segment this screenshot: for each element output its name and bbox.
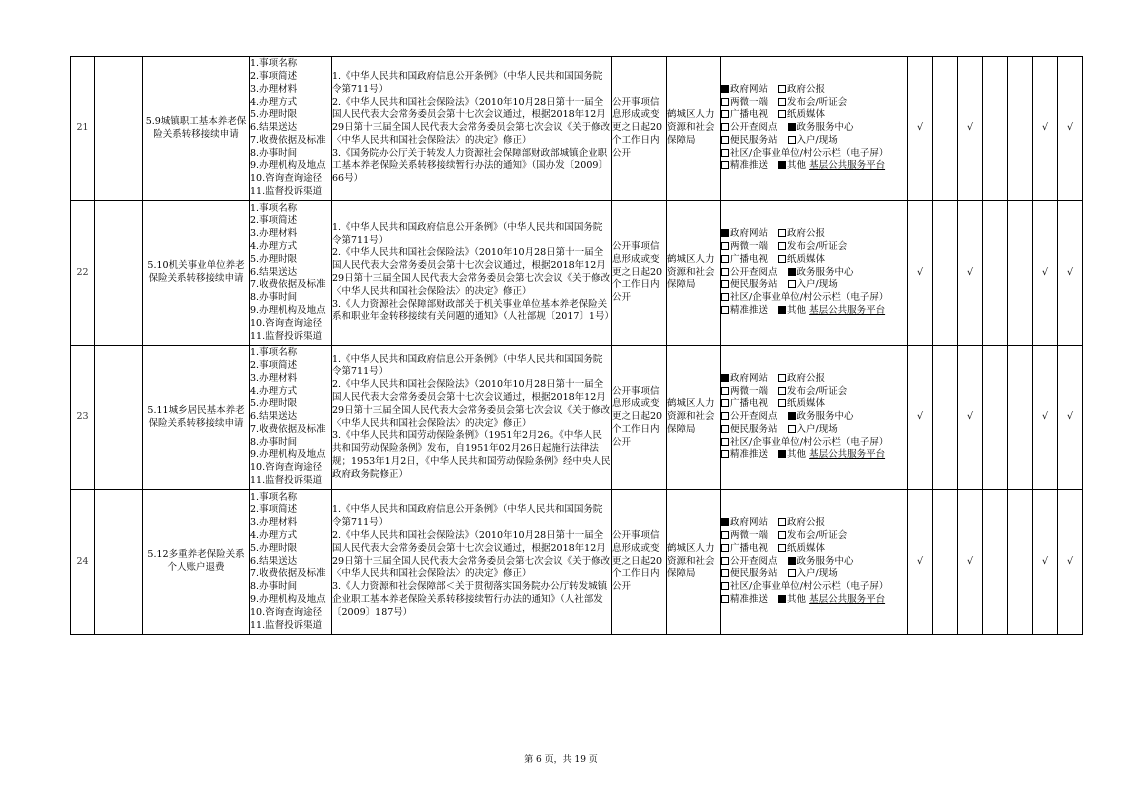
- element-item: 1.事项名称: [250, 58, 298, 70]
- channel-label: 广播电视: [730, 253, 769, 265]
- disclosure-time: 公开事项信息形成或变更之日起20个工作日内公开: [612, 201, 667, 346]
- channel-line: [721, 109, 907, 122]
- channel-line: [721, 530, 907, 543]
- element-item: 1.事项名称: [250, 347, 298, 359]
- channel-other-value: 基层公共服务平台: [809, 304, 886, 316]
- unchecked-box-icon: [788, 569, 796, 577]
- channel-label: 其他: [787, 160, 807, 172]
- basis-item: 1.《中华人民共和国政府信息公开条例》（中华人民共和国国务院令第711号）: [332, 221, 603, 246]
- channel-other-value: 基层公共服务平台: [809, 160, 886, 172]
- unchecked-box-icon: [778, 518, 786, 526]
- channel-label: 政务服务中心: [796, 555, 854, 567]
- channel-label: 两微一端: [730, 96, 769, 108]
- channel-label: 社区/企事业单位/村公示栏（电子屏）: [730, 581, 889, 593]
- check-cell: [983, 201, 1008, 346]
- channel-label: 社区/企事业单位/村公示栏（电子屏）: [730, 292, 889, 304]
- checked-box-icon: [778, 161, 786, 169]
- channel-line: [721, 135, 907, 148]
- element-item: 8.办事时间: [250, 292, 298, 304]
- unchecked-box-icon: [721, 280, 729, 288]
- check-cell: [933, 57, 958, 201]
- channel-label: 两微一端: [730, 530, 769, 541]
- channel-label: 政府公报: [787, 372, 826, 384]
- element-item: 4.办理方式: [250, 385, 298, 397]
- channel-line: [721, 386, 907, 399]
- checked-box-icon: [778, 450, 786, 458]
- unchecked-box-icon: [778, 110, 786, 118]
- checked-box-icon: [721, 518, 729, 526]
- element-item: 9.办理机构及地点: [250, 304, 326, 316]
- unchecked-box-icon: [721, 98, 729, 106]
- check-cell: √: [958, 346, 983, 490]
- channel-label: 政务服务中心: [796, 266, 854, 278]
- disclosure-body: 鹤城区人力资源和社会保障局: [667, 57, 721, 201]
- element-item: 3.办理材料: [250, 228, 298, 240]
- element-item: 9.办理机构及地点: [250, 160, 326, 172]
- check-cell: [1008, 346, 1033, 490]
- channel-label: 入户/现场: [796, 568, 838, 580]
- element-item: 9.办理机构及地点: [250, 449, 326, 461]
- table-row: [71, 490, 1083, 635]
- unchecked-box-icon: [721, 425, 729, 433]
- disclosure-basis: [332, 201, 612, 346]
- channel-label: 政府网站: [730, 83, 769, 95]
- channel-line: [721, 292, 907, 305]
- channel-label: 两微一端: [730, 385, 769, 397]
- unchecked-box-icon: [721, 306, 729, 314]
- channel-line: [721, 241, 907, 254]
- channel-line: [721, 581, 907, 594]
- item-name: 5.12多重养老保险关系个人账户退费: [143, 490, 250, 635]
- channel-label: 纸质媒体: [787, 542, 826, 554]
- check-cell: [1008, 57, 1033, 201]
- element-item: 7.收费依据及标准: [250, 134, 326, 146]
- element-item: 6.结果送达: [250, 122, 298, 134]
- channel-label: 精准推送: [730, 449, 769, 461]
- basis-item: 2.《中华人民共和国社会保险法》（2010年10月28日第十一届全国人民代表大会常务委员会第十七次会议通过，根据2018年12月29日第十三届全国人民代表大会常务委员会第七次会议《关于修改〈中华人民共和国社会保险法〉的决定》修正）: [332, 379, 611, 429]
- disclosure-channels: [721, 490, 908, 635]
- unchecked-box-icon: [721, 149, 729, 157]
- row-number: 22: [71, 201, 95, 346]
- disclosure-time: 公开事项信息形成或变更之日起20个工作日内公开: [612, 346, 667, 490]
- check-cell: [933, 346, 958, 490]
- unchecked-box-icon: [788, 425, 796, 433]
- item-name: 5.9城镇职工基本养老保险关系转移接续申请: [143, 57, 250, 201]
- page-footer: 第 6 页，共 19 页: [524, 755, 598, 765]
- channel-label: 发布会/听证会: [787, 385, 848, 397]
- channel-label: 入户/现场: [796, 423, 838, 435]
- channel-label: 两微一端: [730, 241, 769, 252]
- check-cell: √: [908, 490, 933, 635]
- channel-label: 公开查阅点: [730, 122, 778, 134]
- channel-label: 其他: [787, 449, 807, 461]
- element-item: 11.监督投诉渠道: [250, 619, 323, 631]
- element-item: 2.事项简述: [250, 504, 298, 516]
- disclosure-body: 鹤城区人力资源和社会保障局: [667, 201, 721, 346]
- channel-label: 广播电视: [730, 542, 769, 554]
- element-item: 4.办理方式: [250, 530, 298, 541]
- basis-item: 2.《中华人民共和国社会保险法》（2010年10月28日第十一届全国人民代表大会常务委员会第十七次会议通过，根据2018年12月29日第十三届全国人民代表大会常务委员会第七次会议《关于修改〈中华人民共和国社会保险法〉的决定》修正）: [332, 247, 611, 297]
- blank-cell: [95, 201, 143, 346]
- checked-box-icon: [721, 85, 729, 93]
- channel-other-value: 基层公共服务平台: [809, 593, 886, 605]
- channel-label: 入户/现场: [796, 279, 838, 291]
- checked-box-icon: [721, 374, 729, 382]
- channel-label: 政府网站: [730, 228, 769, 240]
- unchecked-box-icon: [788, 280, 796, 288]
- disclosure-basis: [332, 490, 612, 635]
- element-item: 4.办理方式: [250, 241, 298, 252]
- channel-label: 广播电视: [730, 109, 769, 121]
- check-cell: √: [1033, 490, 1058, 635]
- check-cell: [983, 490, 1008, 635]
- element-item: 3.办理材料: [250, 372, 298, 384]
- unchecked-box-icon: [721, 582, 729, 590]
- element-item: 10.咨询查询途径: [250, 173, 323, 185]
- check-cell: [1008, 490, 1033, 635]
- channel-line: [721, 556, 907, 569]
- element-item: 7.收费依据及标准: [250, 279, 326, 291]
- element-item: 9.办理机构及地点: [250, 593, 326, 605]
- element-item: 10.咨询查询途径: [250, 606, 323, 618]
- channel-label: 广播电视: [730, 398, 769, 410]
- channel-line: [721, 279, 907, 292]
- channel-line: [721, 97, 907, 110]
- checked-box-icon: [778, 595, 786, 603]
- channel-label: 纸质媒体: [787, 398, 826, 410]
- disclosure-channels: [721, 346, 908, 490]
- item-name: 5.10机关事业单位养老保险关系转移接续申请: [143, 201, 250, 346]
- element-item: 1.事项名称: [250, 491, 298, 503]
- channel-line: [721, 411, 907, 424]
- disclosure-body: 鹤城区人力资源和社会保障局: [667, 490, 721, 635]
- channel-line: [721, 160, 907, 173]
- channel-label: 政府公报: [787, 83, 826, 95]
- unchecked-box-icon: [721, 136, 729, 144]
- element-item: 2.事项简述: [250, 215, 298, 227]
- unchecked-box-icon: [721, 544, 729, 552]
- check-cell: [933, 490, 958, 635]
- unchecked-box-icon: [721, 399, 729, 407]
- check-cell: √: [908, 201, 933, 346]
- disclosure-time: 公开事项信息形成或变更之日起20个工作日内公开: [612, 490, 667, 635]
- check-cell: [983, 57, 1008, 201]
- item-name: 5.11城乡居民基本养老保险关系转移接续申请: [143, 346, 250, 490]
- channel-line: [721, 568, 907, 581]
- channel-label: 政府公报: [787, 517, 826, 529]
- check-cell: √: [1033, 57, 1058, 201]
- unchecked-box-icon: [721, 557, 729, 565]
- unchecked-box-icon: [778, 98, 786, 106]
- basis-item: 3.《中华人民共和国劳动保险条例》（1951年2月26。《中华人民共和国劳动保险条例》发布，自1951年02月26日起施行法律法规；1953年1月2日，《中华人民共和国劳动保险条例》经中央人民政府政务院修正）: [332, 430, 611, 480]
- channel-line: [721, 373, 907, 386]
- channel-line: [721, 84, 907, 97]
- check-cell: √: [1058, 201, 1083, 346]
- check-cell: √: [1058, 490, 1083, 635]
- disclosure-basis: [332, 57, 612, 201]
- channel-label: 入户/现场: [796, 134, 838, 146]
- channel-label: 便民服务站: [730, 568, 778, 580]
- unchecked-box-icon: [778, 374, 786, 382]
- channel-label: 发布会/听证会: [787, 96, 848, 108]
- element-item: 11.监督投诉渠道: [250, 475, 323, 487]
- element-item: 8.办事时间: [250, 581, 298, 593]
- check-cell: √: [1058, 346, 1083, 490]
- table-row: [71, 201, 1083, 346]
- check-cell: √: [1033, 201, 1058, 346]
- element-item: 3.办理材料: [250, 517, 298, 529]
- unchecked-box-icon: [721, 268, 729, 276]
- channel-line: [721, 594, 907, 607]
- check-cell: √: [1033, 346, 1058, 490]
- channel-label: 精准推送: [730, 160, 769, 172]
- channel-line: [721, 424, 907, 437]
- channel-label: 政府网站: [730, 517, 769, 529]
- channel-label: 政务服务中心: [796, 411, 854, 423]
- basis-item: 1.《中华人民共和国政府信息公开条例》（中华人民共和国国务院令第711号）: [332, 504, 603, 529]
- check-cell: √: [958, 201, 983, 346]
- element-item: 2.事项简述: [250, 70, 298, 82]
- unchecked-box-icon: [721, 123, 729, 131]
- unchecked-box-icon: [778, 531, 786, 539]
- unchecked-box-icon: [778, 387, 786, 395]
- channel-line: [721, 398, 907, 411]
- basis-item: 1.《中华人民共和国政府信息公开条例》（中华人民共和国国务院令第711号）: [332, 353, 603, 378]
- channel-line: [721, 254, 907, 267]
- row-number: 21: [71, 57, 95, 201]
- check-cell: [933, 201, 958, 346]
- channel-label: 纸质媒体: [787, 109, 826, 121]
- checked-box-icon: [788, 557, 796, 565]
- element-item: 4.办理方式: [250, 96, 298, 108]
- check-cell: [1008, 201, 1033, 346]
- channel-line: [721, 543, 907, 556]
- unchecked-box-icon: [721, 531, 729, 539]
- check-cell: √: [958, 57, 983, 201]
- disclosure-elements: [250, 346, 332, 490]
- element-item: 11.监督投诉渠道: [250, 186, 323, 198]
- channel-label: 便民服务站: [730, 279, 778, 291]
- channel-label: 发布会/听证会: [787, 241, 848, 252]
- disclosure-elements: [250, 201, 332, 346]
- disclosure-basis: [332, 346, 612, 490]
- row-number: 23: [71, 346, 95, 490]
- element-item: 3.办理材料: [250, 83, 298, 95]
- channel-label: 社区/企事业单位/村公示栏（电子屏）: [730, 147, 889, 159]
- channel-line: [721, 449, 907, 462]
- channel-label: 其他: [787, 593, 807, 605]
- disclosure-body: 鹤城区人力资源和社会保障局: [667, 346, 721, 490]
- element-item: 6.结果送达: [250, 555, 298, 567]
- unchecked-box-icon: [778, 399, 786, 407]
- unchecked-box-icon: [721, 450, 729, 458]
- element-item: 6.结果送达: [250, 266, 298, 278]
- element-item: 5.办理时限: [250, 253, 298, 265]
- basis-item: 3.《国务院办公厅关于转发人力资源社会保障部财政部城镇企业职工基本养老保险关系转移接续暂行办法的通知》（国办发〔2009〕66号）: [332, 147, 608, 185]
- channel-line: [721, 437, 907, 450]
- table-row: [71, 57, 1083, 201]
- unchecked-box-icon: [778, 242, 786, 250]
- unchecked-box-icon: [721, 569, 729, 577]
- basis-item: 1.《中华人民共和国政府信息公开条例》（中华人民共和国国务院令第711号）: [332, 70, 603, 95]
- channel-label: 政务服务中心: [796, 122, 854, 134]
- channel-other-value: 基层公共服务平台: [809, 449, 886, 461]
- channel-line: [721, 228, 907, 241]
- basis-item: 2.《中华人民共和国社会保险法》（2010年10月28日第十一届全国人民代表大会常务委员会第十七次会议通过，根据2018年12月29日第十三届全国人民代表大会常务委员会第七次会议《关于修改〈中华人民共和国社会保险法〉的决定》修正）: [332, 96, 611, 146]
- channel-label: 其他: [787, 304, 807, 316]
- element-item: 5.办理时限: [250, 398, 298, 410]
- check-cell: √: [1058, 57, 1083, 201]
- channel-label: 便民服务站: [730, 134, 778, 146]
- unchecked-box-icon: [721, 161, 729, 169]
- check-cell: √: [908, 346, 933, 490]
- disclosure-time: 公开事项信息形成或变更之日起20个工作日内公开: [612, 57, 667, 201]
- channel-line: [721, 305, 907, 318]
- check-cell: √: [908, 57, 933, 201]
- checked-box-icon: [788, 123, 796, 131]
- blank-cell: [95, 490, 143, 635]
- channel-label: 政府网站: [730, 372, 769, 384]
- unchecked-box-icon: [788, 136, 796, 144]
- table-row: [71, 346, 1083, 490]
- unchecked-box-icon: [721, 412, 729, 420]
- channel-label: 发布会/听证会: [787, 530, 848, 541]
- check-cell: [983, 346, 1008, 490]
- unchecked-box-icon: [778, 544, 786, 552]
- channel-line: [721, 267, 907, 280]
- element-item: 6.结果送达: [250, 411, 298, 423]
- unchecked-box-icon: [721, 242, 729, 250]
- element-item: 7.收费依据及标准: [250, 423, 326, 435]
- element-item: 10.咨询查询途径: [250, 317, 323, 329]
- blank-cell: [95, 346, 143, 490]
- basis-item: 3.《人力资源和社会保障部＜关于贯彻落实国务院办公厅转发城镇企业职工基本养老保险关系转移接续暂行办法的通知》（人社部发〔2009〕187号）: [332, 581, 608, 618]
- channel-label: 精准推送: [730, 593, 769, 605]
- unchecked-box-icon: [778, 255, 786, 263]
- channel-label: 便民服务站: [730, 423, 778, 435]
- channel-label: 公开查阅点: [730, 266, 778, 278]
- channel-label: 政府公报: [787, 228, 826, 240]
- element-item: 8.办事时间: [250, 147, 298, 159]
- element-item: 5.办理时限: [250, 109, 298, 121]
- unchecked-box-icon: [721, 595, 729, 603]
- check-cell: √: [958, 490, 983, 635]
- disclosure-elements: [250, 57, 332, 201]
- disclosure-table: [70, 56, 1083, 635]
- element-item: 7.收费依据及标准: [250, 568, 326, 580]
- channel-label: 社区/企事业单位/村公示栏（电子屏）: [730, 436, 889, 448]
- channel-label: 公开查阅点: [730, 411, 778, 423]
- element-item: 2.事项简述: [250, 359, 298, 371]
- checked-box-icon: [778, 306, 786, 314]
- element-item: 1.事项名称: [250, 202, 298, 214]
- channel-line: [721, 122, 907, 135]
- channel-line: [721, 148, 907, 161]
- checked-box-icon: [721, 229, 729, 237]
- row-number: 24: [71, 490, 95, 635]
- unchecked-box-icon: [721, 438, 729, 446]
- channel-line: [721, 517, 907, 530]
- unchecked-box-icon: [721, 387, 729, 395]
- checked-box-icon: [788, 412, 796, 420]
- disclosure-channels: [721, 201, 908, 346]
- channel-label: 纸质媒体: [787, 253, 826, 265]
- element-item: 10.咨询查询途径: [250, 462, 323, 474]
- channel-label: 精准推送: [730, 304, 769, 316]
- checked-box-icon: [788, 268, 796, 276]
- element-item: 11.监督投诉渠道: [250, 330, 323, 342]
- basis-item: 3.《人力资源社会保障部财政部关于机关事业单位基本养老保险关系和职业年金转移接续有关问题的通知》（人社部规〔2017〕1号）: [332, 298, 614, 323]
- unchecked-box-icon: [721, 110, 729, 118]
- channel-label: 公开查阅点: [730, 555, 778, 567]
- unchecked-box-icon: [778, 229, 786, 237]
- unchecked-box-icon: [778, 85, 786, 93]
- unchecked-box-icon: [721, 255, 729, 263]
- disclosure-channels: [721, 57, 908, 201]
- disclosure-elements: [250, 490, 332, 635]
- element-item: 5.办理时限: [250, 542, 298, 554]
- element-item: 8.办事时间: [250, 436, 298, 448]
- blank-cell: [95, 57, 143, 201]
- unchecked-box-icon: [721, 293, 729, 301]
- basis-item: 2.《中华人民共和国社会保险法》（2010年10月28日第十一届全国人民代表大会常务委员会第十七次会议通过，根据2018年12月29日第十三届全国人民代表大会常务委员会第七次会议《关于修改〈中华人民共和国社会保险法〉的决定》修正）: [332, 530, 611, 580]
